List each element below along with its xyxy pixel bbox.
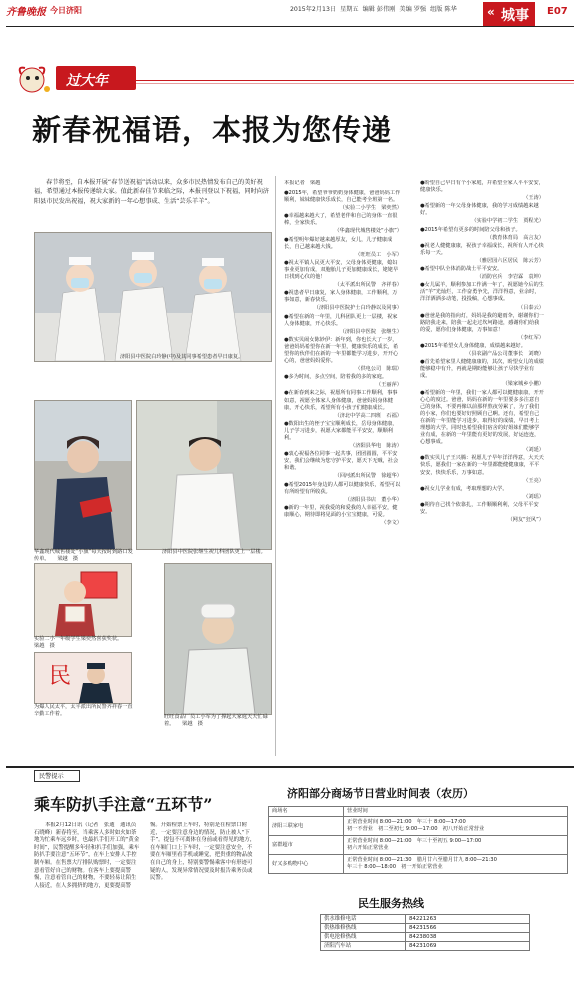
hotline-title: 民生服务热线 (358, 897, 424, 910)
wish-item: ●祝太平镇人民更大平安，父母身体更健康，媳妇事业更加有成，双胞胎儿子更加健康成长，姥姥早日找到心仪的他！ （太平派出所民警 齐祥春） (284, 259, 402, 289)
table-cell: 正常营业时间 8:00—21:30 腊月廿六至腊月廿九 8:00—21:30 年三十 8:00—18:00 初一开始正常营业 (344, 855, 568, 874)
photo-student (34, 563, 132, 637)
wish-item: ●多为时间，多点空间，陪着我的多的家庭。 （王丽萍） (284, 374, 402, 389)
wish-item: ●祝女儿学业有成，考取理想的大学。 （刘瑶） (420, 485, 544, 500)
wish-item: ●数实贝儿子王兴腾：祝愿儿子早年洋洋得意，大天天快乐，愿我们一家在新的一年里都能健健康康，平平安安，快快乐乐，万事如意。 （王亮） (420, 455, 544, 484)
table-title: 济阳部分商场节日营业时间表（农历） (287, 787, 474, 800)
table-cell: 供水维修电话 (321, 915, 406, 924)
table-row (321, 924, 530, 933)
wish-item: ●新的一年里，祝我爱的和爱我的人幸福平安，健康顺心，期待即将见面的小宝宝健康，可爱。 （李文） (284, 504, 402, 527)
wish-item: ●数阳出生的侄子宝宝顺利成长，岳母身体健康，儿子学习进步，祝愿大家都能平平安安，顺顺利利。 （济阳县华电 陈涛） (284, 420, 402, 450)
section-badge (483, 2, 535, 26)
wish-item: ●2015年，希望爷爷奶奶身体健康，爸爸妈妈工作顺利，妹妹健康快乐成长，自己能考全班第一名。 （实验二小学生 梁奕然） (284, 190, 402, 212)
table-cell: 济阳三联家电 (269, 817, 344, 836)
wish-item: ●希望新的一年里，我们一家人都可以健健康康，开开心心的度过。爸爸，妈妈在新的一年里要多多注意自己的身体，不要再像以前那样熬夜劳累了，为了我们的小家，你们也要好好照顾自己啊。还有，希望自己在新的一年里能学习进步，取得好的成绩，早日考上理想的大学。同时也希望我们宿舍的好姐妹们能够学业有成，在新的一年里能有更好的发展，好运连连，心想事成。 （刘延） (420, 389, 544, 454)
wish-item: ●希望在新的一年里，儿科团队更上一层楼，祝家人身体健康，开心快乐。 （济阳县中医院 张继生） (284, 313, 402, 335)
caption-photo3: 济阳县中医院张继生祝儿科团队更上一层楼。 (162, 549, 266, 555)
wish-item: ●祝老人健健康康，祝孩子幸福成长，祝所有人开心快乐每一天。 （雅居园六区居民 陈云芳） (420, 242, 544, 264)
reporter-line: 本报记者 梁越 (284, 180, 321, 186)
wish-item: ●期待自己找个依靠扎，工作顺顺利利，父母平平安安。 （网友“狂风”） (420, 501, 544, 524)
chevron-icon: « (487, 5, 495, 19)
caption-photo6: 为爆人民太平，太平派出所民警齐祥春一直辛勤工作着。 (34, 704, 133, 717)
wish-item: ●爸爸是我的指向灯，妈妈是我的避雨伞，谢谢你们一路陪我走来，陪我一起走过坎坷路途，感谢你们给我的爱，愿你们身体健康，万事如意！ （李红军） (420, 312, 544, 341)
photo-nurses (34, 232, 272, 362)
caption-photo4: 实验二小一年级学生梁奕然喜获奖状。 梁越 摄 (34, 636, 130, 649)
reminder-tag-label: 民警提示 (39, 773, 64, 780)
masthead-date: 2015年2月13日 星期五 编辑 彭伟刚 美编 罗强 组版 陈华 (290, 6, 457, 13)
table-cell: 正常营业时间 8:00—21:00 年三十 8:00—17:00 初一不营业 初二至初七 9:00—17:00 初八开始正常营业 (344, 817, 568, 836)
wish-item: ●盼望自己早日有个小家庭，并希望全家人平平安安，健康快乐。 （王涛） (420, 180, 544, 202)
page-number: E07 (547, 6, 568, 17)
wish-item: ●2015年希望有更多的时间陪父母和孩子。 （教育体育局 高言友） (420, 226, 544, 241)
table-header-cell: 商场名 (269, 807, 344, 817)
table-row (269, 855, 568, 874)
wish-item: ●在新春到来之际，祝愿所有同事工作顺利，事事如意，祝愿全体家人身体健康，爸爸妈妈身体健康，开心快乐，希望所有小孩子们健康成长。 （济北中学高二四班 石福） (284, 390, 402, 419)
table-cell: 84221263 (406, 915, 530, 924)
story-body: 本报2月12日讯（记者 张通 通讯员 石晓峰）新春将至，当乘客人多时如火如荼地为忙乘车远乡时，也最扒手们开工的“黄金时间”，民警提醒多年轻和扒手们加强，乘车防扒手要注意“五环节”，在车上安排人手控制车厢。在售票大厅排队购票时，一定要注意看管好自己的财物。在客车上要提高警惕，注意看管自己的财物，不要轻易让陌生人接近，在人多拥挤的地方，更要提高警惕。开始检票上车时，特别是在检票口附近，一定要注意身边的情况，防止被人“下手”。提包不可离体在身前或看得见的地方，在车厢门口上下车时，一定要注意安全，不要在车厢里看手机或睡觉，把贵重的物品放在自己的身上，特别要警惕乘客中有形迹可疑的人，发现异常情况要及时报告乘务员或民警。 (34, 822, 256, 889)
column-divider (275, 176, 276, 756)
wish-item: ●数实贝闹女陈妙伊：新年到，你也长大了一岁，爸爸妈妈希望你在新一年里，健康快乐的成长，希望你的伙伴们在新的一年里都能学习进步，开开心心的，爸爸妈妈爱你。 （供电公司 陈瑞） (284, 336, 402, 373)
banner-rule-2 (136, 83, 574, 84)
table-cell: 富群超市 (269, 836, 344, 855)
wish-item: ●希望明年爆好越来越厚友，女儿，儿子健康成长，自己越来越大钱。 （旺旺员工 小军） (284, 236, 402, 258)
table-cell: 供电抢修热线 (321, 933, 406, 942)
lead-paragraph: 春节将至，自本报开展“春节送祝福”活动以来，众多市民热情发布自己的美好祝福，希望通过本报传递给大家。值此新春佳节来临之际，本报刊登以下祝福，同时向济阳县市民发出祝福，祝大家新的一年心想事成、生活“芸乐羊羊”。 (34, 179, 270, 205)
masthead-rule (6, 26, 574, 27)
table-cell: 好又多购物中心 (269, 855, 344, 874)
photo-doctor (136, 400, 272, 550)
wish-item: ●2015年希望女儿身体健康，成绩越来越好。 （县农副产品公司董事长 刘晓） (420, 342, 544, 358)
section-divider (6, 766, 574, 768)
column-banner (56, 66, 136, 90)
banner-rule (136, 80, 574, 81)
photo-sales-lady (34, 400, 132, 550)
table-cell: 正常营业时间 8:00—21:00 年三十至初五 9:00—17:00 初六开始正常营业 (344, 836, 568, 855)
wishes-column-2 (420, 180, 544, 756)
wish-item: ●首先希望家里人健健康康的，其次，盼望女儿的成绩能够稳中有升，再就是期盼能够让孩子尽快学业有成。 （梁家城乡小鹏） (420, 359, 544, 388)
caption-photo1: 济阳县中医院白玲静(中)及其同事希望患者早日康复。 (120, 354, 244, 360)
wish-item: ●祝患者早日康复，家人身体健康，工作顺利，万事如意，新春快乐。 （济阳县中医院护士白玲静以及同事） (284, 290, 402, 312)
column-banner-label: 过大年 (66, 73, 108, 89)
sheep-icon (16, 62, 52, 96)
caption-photo5: 旺旺食品厂员工小军为了撑起大家庭天天忙碌着。 梁越 摄 (164, 714, 268, 727)
wish-item: ●女儿属羊，顺利参加工作满一年了，祝愿她今后的生活“羊”光灿烂，工作奋勇争先，洋洋得意，业余时，洋洋洒洒多动笔，投投稿，心想事成。 （吕泰云） (420, 282, 544, 311)
table-cell: 84238038 (406, 933, 530, 942)
reminder-tag (34, 770, 80, 782)
wish-item: ●希望新的一年父母身体健康，我的学习成绩越来越好。 （实验中学初二学生 贾程光） (420, 203, 544, 225)
holiday-hours-table (268, 806, 568, 874)
page-headline: 新春祝福语，本报为您传递 (32, 113, 393, 147)
table-row (321, 915, 530, 924)
paper-logo: 齐鲁晚报 (6, 7, 46, 18)
wish-item: ●衷心祝福各位同事一起共事，团团圆圆，平平安安，我们会继续为您守护平安，愿天下无贼，社会和谐。 （回河派出所民警 徐超华） (284, 451, 402, 480)
wish-item: ●幸福越来越大了，希望老伴和自己的身体一直很棒，全家快乐。 （华鑫现代城售楼处“小旗”） (284, 213, 402, 235)
caption-photo2: 华鑫现代城售楼处“小旗”每天按时到路口发传单。 梁越 摄 (34, 549, 133, 562)
wish-item: ●希望2015年身边的人都可以健康快乐，希望可以有所盼望有所收获。 （济阳县书店 董小华） (284, 481, 402, 503)
table-header-cell: 营业时间 (344, 807, 568, 817)
svg-text:民: 民 (49, 664, 72, 689)
table-row (321, 942, 530, 951)
table-header-row (269, 807, 568, 817)
table-row (269, 836, 568, 855)
section-right-label: 城事 (501, 8, 529, 24)
table-row (269, 817, 568, 836)
table-cell: 济阳汽车站 (321, 942, 406, 951)
hotline-table (320, 914, 530, 951)
table-row (321, 933, 530, 942)
wishes-column-1 (284, 190, 402, 756)
wish-item: ●希望中队全体消防战士平平安安。 （消防官兵 李岩霖 袁坤） (420, 266, 544, 281)
photo-policeman (34, 652, 132, 704)
table-cell: 84231069 (406, 942, 530, 951)
story-headline: 乘车防扒手注意“五环节” (34, 795, 213, 814)
table-cell: 84231566 (406, 924, 530, 933)
table-cell: 供热维修热线 (321, 924, 406, 933)
section-left-label: 今日济阳 (50, 6, 82, 15)
photo-factory-worker (164, 563, 272, 715)
